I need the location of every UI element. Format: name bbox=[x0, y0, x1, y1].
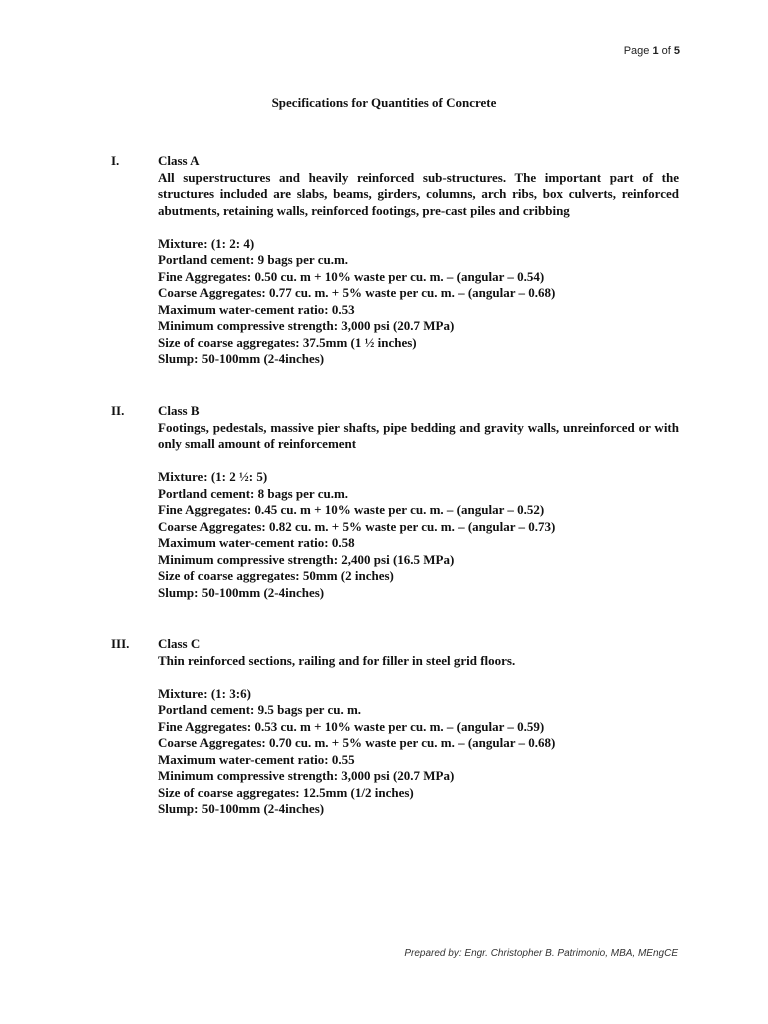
prepared-by-footer: Prepared by: Engr. Christopher B. Patrimonio, MBA, MEngCE bbox=[404, 948, 678, 959]
class-name: Class A bbox=[158, 153, 200, 168]
spec-water-cement-ratio: Maximum water-cement ratio: 0.55 bbox=[158, 751, 355, 767]
spec-compressive-strength: Minimum compressive strength: 2,400 psi (16.5 MPa) bbox=[158, 551, 455, 567]
section-numeral: I. bbox=[111, 153, 120, 168]
spec-aggregate-size: Size of coarse aggregates: 50mm (2 inches) bbox=[158, 568, 394, 583]
section-numeral: II. bbox=[111, 403, 125, 418]
page-total: 5 bbox=[673, 45, 680, 57]
spec-coarse-aggregates: Coarse Aggregates: 0.77 cu. m. + 5% waste per cu. m. – (angular – 0.68) bbox=[158, 285, 556, 300]
spec-mixture: Mixture: (1: 2 ½: 5) bbox=[158, 469, 268, 484]
class-description: All superstructures and heavily reinforced sub-structures. The important part of the structures included are slabs, beams, girders, columns, arch ribs, box culverts, reinforced abutments, retaining walls, reinforced footings, pre-cast piles and cribbing bbox=[158, 169, 679, 218]
spec-mixture: Mixture: (1: 2: 4) bbox=[158, 235, 255, 251]
spec-slump: Slump: 50-100mm (2-4inches) bbox=[158, 801, 325, 816]
section-body bbox=[158, 636, 679, 818]
section-body bbox=[158, 403, 679, 601]
class-description: Footings, pedestals, massive pier shafts, pipe bedding and gravity walls, unreinforced or with only small amount of reinforcement bbox=[158, 419, 679, 451]
spec-water-cement-ratio: Maximum water-cement ratio: 0.58 bbox=[158, 535, 355, 550]
spec-slump: Slump: 50-100mm (2-4inches) bbox=[158, 351, 325, 366]
spec-fine-aggregates: Fine Aggregates: 0.45 cu. m + 10% waste per cu. m. – (angular – 0.52) bbox=[158, 502, 545, 517]
page-current: 1 bbox=[652, 45, 659, 57]
page-of: of bbox=[658, 45, 674, 57]
class-name: Class C bbox=[158, 636, 201, 651]
page-number bbox=[624, 45, 680, 57]
spec-coarse-aggregates: Coarse Aggregates: 0.70 cu. m. + 5% waste per cu. m. – (angular – 0.68) bbox=[158, 735, 556, 750]
spec-coarse-aggregates: Coarse Aggregates: 0.82 cu. m. + 5% waste per cu. m. – (angular – 0.73) bbox=[158, 518, 556, 534]
page-prefix: Page bbox=[623, 45, 653, 57]
spec-portland-cement: Portland cement: 9.5 bags per cu. m. bbox=[158, 702, 362, 717]
spec-portland-cement: Portland cement: 8 bags per cu.m. bbox=[158, 485, 349, 501]
document-title: Specifications for Quantities of Concrete bbox=[271, 95, 497, 110]
spec-compressive-strength: Minimum compressive strength: 3,000 psi (20.7 MPa) bbox=[158, 318, 455, 333]
class-description: Thin reinforced sections, railing and for filler in steel grid floors. bbox=[158, 652, 516, 668]
spec-compressive-strength: Minimum compressive strength: 3,000 psi (20.7 MPa) bbox=[158, 768, 455, 783]
class-name: Class B bbox=[158, 403, 200, 418]
spec-portland-cement: Portland cement: 9 bags per cu.m. bbox=[158, 252, 349, 267]
spec-slump: Slump: 50-100mm (2-4inches) bbox=[158, 584, 325, 600]
section-numeral: III. bbox=[111, 636, 130, 651]
spec-mixture: Mixture: (1: 3:6) bbox=[158, 685, 251, 701]
spec-fine-aggregates: Fine Aggregates: 0.53 cu. m + 10% waste per cu. m. – (angular – 0.59) bbox=[158, 718, 545, 734]
spec-aggregate-size: Size of coarse aggregates: 37.5mm (1 ½ inches) bbox=[158, 334, 417, 350]
spec-fine-aggregates: Fine Aggregates: 0.50 cu. m + 10% waste per cu. m. – (angular – 0.54) bbox=[158, 268, 545, 284]
spec-water-cement-ratio: Maximum water-cement ratio: 0.53 bbox=[158, 301, 355, 317]
section-body bbox=[158, 153, 679, 368]
spec-aggregate-size: Size of coarse aggregates: 12.5mm (1/2 inches) bbox=[158, 784, 414, 800]
